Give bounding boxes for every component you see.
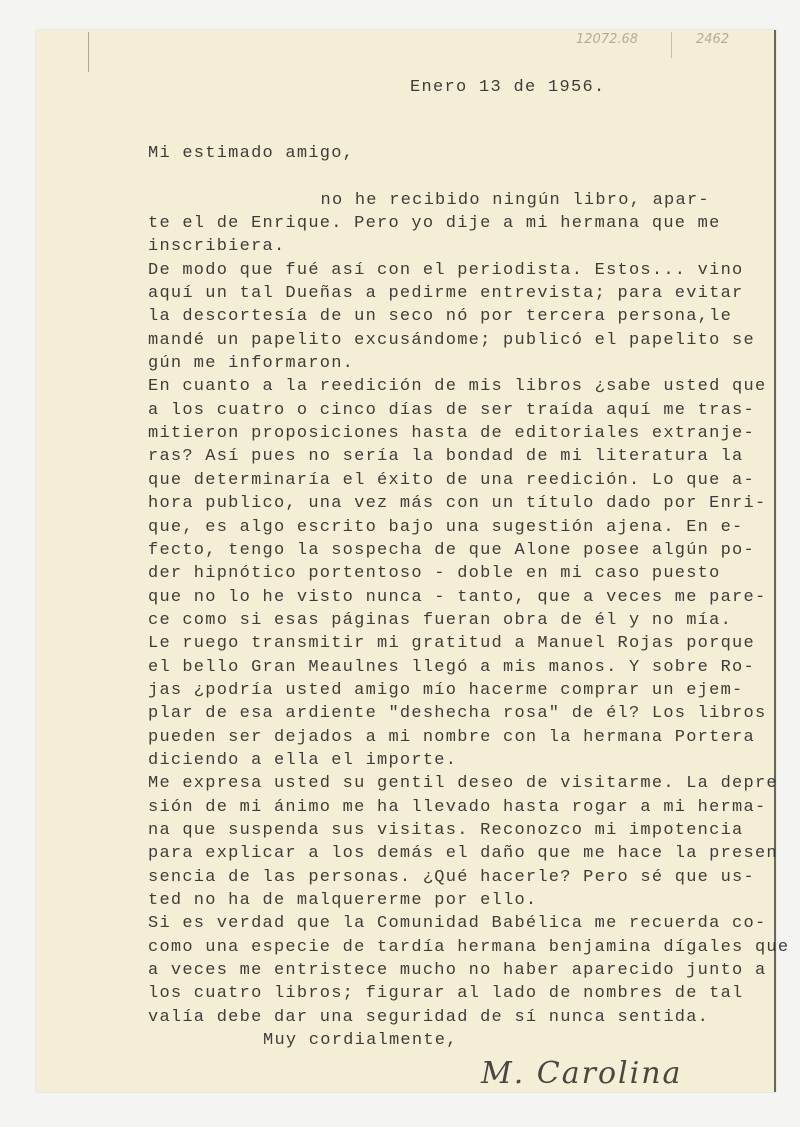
letter-body (148, 142, 789, 1052)
text-line: En cuanto a la reedición de mis libros ¿sabe usted que (148, 377, 767, 397)
handwritten-signature: M. Carolina (481, 1056, 683, 1091)
text-line: plar de esa ardiente "deshecha rosa" de él? Los libros (148, 704, 767, 724)
text-line: los cuatro libros; figurar al lado de nombres de tal (148, 984, 744, 1004)
text-line: a veces me entristece mucho no haber aparecido junto a (148, 961, 767, 981)
text-line: inscribiera. (148, 237, 286, 257)
text-line: ras? Así pues no sería la bondad de mi literatura la (148, 447, 744, 467)
text-line: que, es algo escrito bajo una sugestión ajena. En e- (148, 517, 744, 537)
text-line: pueden ser dejados a mi nombre con la hermana Portera (148, 727, 755, 747)
text-line: jas ¿podría usted amigo mío hacerme comprar un ejem- (148, 680, 744, 700)
margin-mark (88, 32, 89, 72)
text-line: der hipnótico portentoso - doble en mi caso puesto (148, 564, 721, 584)
text-line: fecto, tengo la sospecha de que Alone posee algún po- (148, 540, 755, 560)
text-line: sión de mi ánimo me ha llevado hasta rogar a mi herma- (148, 797, 767, 817)
text-line: aquí un tal Dueñas a pedirme entrevista; para evitar (148, 284, 744, 304)
archive-number: 12072.68 (576, 32, 639, 47)
text-line: diciendo a ella el importe. (148, 750, 458, 770)
text-line: no he recibido ningún libro, apar- (320, 190, 710, 210)
text-line: a los cuatro o cinco días de ser traída aquí me tras- (148, 400, 755, 420)
text-line: Si es verdad que la Comunidad Babélica me recuerda co- (148, 914, 767, 934)
text-line: te el de Enrique. Pero yo dije a mi hermana que me (148, 214, 721, 234)
text-line: Me expresa usted su gentil deseo de visitarme. La depre (148, 774, 778, 794)
text-line: que no lo he visto nunca - tanto, que a veces me pare- (148, 587, 767, 607)
text-line: la descortesía de un seco nó por tercera persona,le (148, 307, 733, 327)
text-line: valía debe dar una seguridad de sí nunca sentida. (148, 1007, 710, 1027)
letter-date: Enero 13 de 1956. (410, 78, 606, 97)
archive-code: 2462 (696, 32, 730, 47)
closing: Muy cordialmente, (263, 1031, 458, 1051)
text-line: para explicar a los demás el daño que me hace la presen (148, 844, 778, 864)
text-line: el bello Gran Meaulnes llegó a mis manos. Y sobre Ro- (148, 657, 755, 677)
text-line: gún me informaron. (148, 354, 355, 374)
text-line: mandé un papelito excusándome; publicó el papelito se (148, 330, 755, 350)
text-line: na que suspenda sus visitas. Reconozco mi impotencia (148, 820, 744, 840)
salutation: Mi estimado amigo, (148, 144, 355, 163)
text-line: ted no ha de malquererme por ello. (148, 891, 538, 910)
letter-page (36, 30, 790, 1092)
text-line: que determinaría el éxito de una reedición. Lo que a- (148, 470, 755, 490)
text-line: sencia de las personas. ¿Qué hacerle? Pero sé que us- (148, 867, 755, 887)
text-line: De modo que fué así con el periodista. Estos... vino (148, 260, 744, 280)
text-line: mitieron proposiciones hasta de editoriales extranje- (148, 424, 755, 444)
text-line: hora publico, una vez más con un título dado por Enri- (148, 494, 767, 514)
text-line (148, 165, 789, 188)
text-line: ce como si esas páginas fueran obra de él y no mía. (148, 610, 733, 630)
archive-divider (671, 32, 672, 58)
text-line: como una especie de tardía hermana benjamina dígales que (148, 937, 790, 957)
text-line: Le ruego transmitir mi gratitud a Manuel Rojas porque (148, 634, 755, 654)
